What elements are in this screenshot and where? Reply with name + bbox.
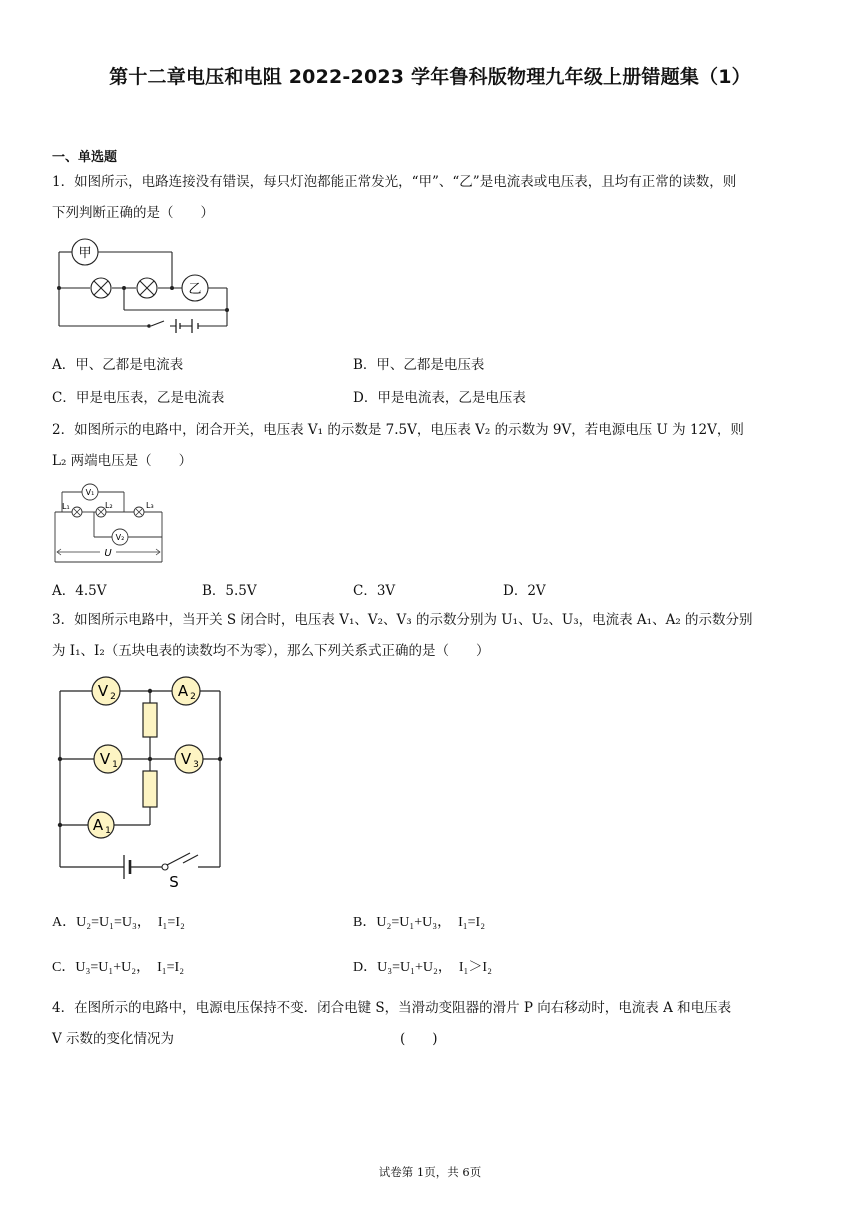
- section-heading: 一、单选题: [52, 150, 118, 165]
- question-3-line1: 3．如图所示电路中，当开关 S 闭合时，电压表 V₁、V₂、V₃ 的示数分别为 U₁、U₂、U₃，电流表 A₁、A₂ 的示数分别: [52, 612, 753, 628]
- q3-option-d[interactable]: D．U₃=U₁+U₂， I₁＞I₂: [353, 960, 492, 975]
- question-4-line2-text: V 示数的变化情况为: [52, 1031, 175, 1047]
- v2-subscript: 2: [110, 692, 116, 702]
- meter-yi-label: 乙: [188, 282, 202, 297]
- question-1-circuit-diagram: [52, 236, 242, 336]
- question-4-line2: [52, 1024, 812, 1055]
- q2-option-d[interactable]: D．2V: [503, 583, 546, 599]
- q1-option-a[interactable]: A．甲、乙都是电流表: [52, 357, 184, 373]
- a1-subscript: 1: [105, 826, 111, 836]
- question-3-line2: 为 I₁、I₂（五块电表的读数均不为零），那么下列关系式正确的是（ ）: [52, 643, 490, 659]
- resistor-icon: [143, 703, 157, 737]
- l3-label: L₃: [146, 501, 154, 510]
- q1-option-c[interactable]: C．甲是电压表，乙是电流表: [52, 390, 225, 406]
- switch-label: S: [169, 873, 179, 890]
- q2-option-b[interactable]: B．5.5V: [202, 583, 257, 599]
- u-label: U: [104, 548, 112, 559]
- question-4-text: [52, 993, 812, 1055]
- q2-option-c[interactable]: C．3V: [353, 583, 396, 599]
- v1-label: V₁: [85, 488, 95, 497]
- question-4-line1: 4．在图所示的电路中，电源电压保持不变．闭合电键 S，当滑动变阻器的滑片 P 向右移动时，电流表 A 和电压表: [52, 1000, 732, 1016]
- question-1-line1: 1．如图所示，电路连接没有错误，每只灯泡都能正常发光，“甲”、“乙”是电流表或电压表，且均有正常的读数，则: [52, 174, 737, 190]
- page-footer: 试卷第 1页，共 6页: [378, 1165, 482, 1179]
- question-2-circuit-diagram: [52, 482, 172, 567]
- v2-label: V₂: [115, 533, 125, 542]
- question-1-text: [52, 167, 812, 229]
- q1-option-d[interactable]: D．甲是电流表，乙是电压表: [353, 390, 526, 406]
- battery-icon: [124, 855, 130, 879]
- question-1-line2: 下列判断正确的是（ ）: [52, 205, 214, 221]
- resistor-icon: [143, 771, 157, 807]
- question-2-line1: 2．如图所示的电路中，闭合开关，电压表 V₁ 的示数是 7.5V，电压表 V₂ 的示数为 9V，若电源电压 U 为 12V，则: [52, 422, 744, 438]
- a2-subscript: 2: [190, 692, 196, 702]
- question-4-answer-bracket: ( ): [400, 1031, 438, 1047]
- a2-label: A: [177, 682, 189, 700]
- meter-jia-label: 甲: [78, 246, 92, 261]
- q1-option-b[interactable]: B．甲、乙都是电压表: [353, 357, 485, 373]
- q2-option-a[interactable]: A．4.5V: [52, 583, 107, 599]
- lamp-icon: [91, 278, 111, 298]
- question-2-text: [52, 415, 812, 477]
- question-3-circuit-diagram: [52, 675, 232, 890]
- q3-option-a[interactable]: A．U₂=U₁=U₃， I₁=I₂: [52, 915, 185, 930]
- question-2-line2: L₂ 两端电压是（ ）: [52, 453, 193, 469]
- question-3-text: [52, 605, 812, 667]
- lamp-icon: [137, 278, 157, 298]
- v3-subscript: 3: [193, 760, 199, 770]
- a1-label: A: [92, 816, 104, 834]
- q3-option-c[interactable]: C．U₃=U₁+U₂， I₁=I₂: [52, 960, 185, 975]
- v3-label: V: [180, 750, 192, 768]
- l1-label: L₁: [62, 502, 70, 511]
- v1-label: V: [99, 750, 111, 768]
- l2-label: L₂: [105, 501, 113, 510]
- q3-option-b[interactable]: B．U₂=U₁+U₃， I₁=I₂: [353, 915, 486, 930]
- page-title: 第十二章电压和电阻 2022-2023 学年鲁科版物理九年级上册错题集（1）: [109, 66, 751, 88]
- v2-label: V: [97, 682, 109, 700]
- v1-subscript: 1: [112, 760, 118, 770]
